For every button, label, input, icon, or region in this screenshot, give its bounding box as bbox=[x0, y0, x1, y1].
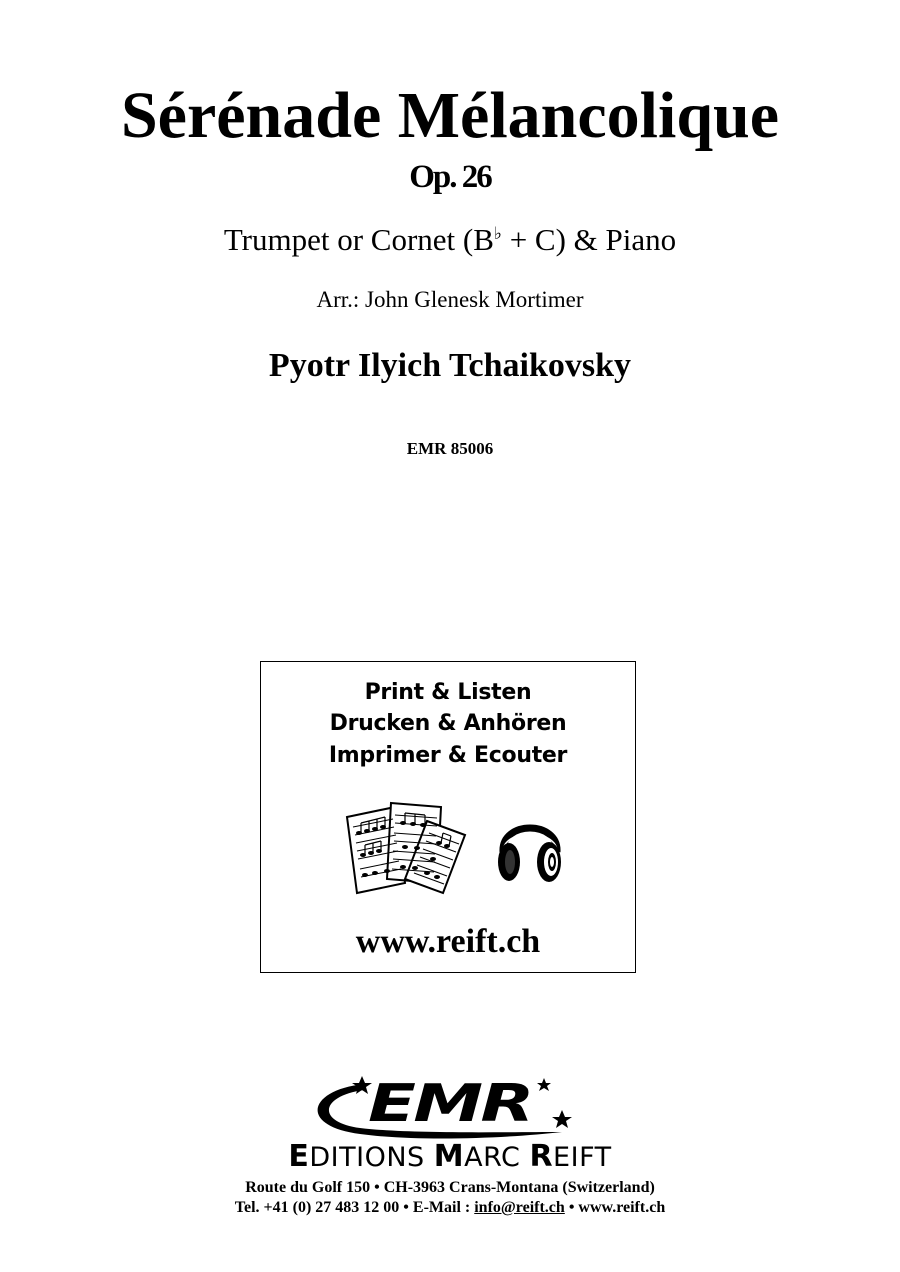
headphones-icon bbox=[495, 806, 565, 884]
arranger: Arr.: John Glenesk Mortimer bbox=[316, 287, 584, 312]
instrumentation-pre: Trumpet or Cornet (B bbox=[223, 222, 494, 257]
contact-website: • www.reift.ch bbox=[564, 1199, 666, 1216]
star-icon bbox=[552, 1110, 572, 1128]
opus-number: Op. 26 bbox=[409, 159, 491, 195]
star-icon bbox=[537, 1078, 551, 1091]
email-link[interactable]: info@reift.ch bbox=[474, 1199, 565, 1216]
instrumentation bbox=[0, 221, 900, 259]
sheet-music-icon bbox=[343, 797, 469, 897]
emr-logo-text: EMR bbox=[368, 1074, 532, 1134]
promo-line-french: Imprimer & Ecouter bbox=[328, 743, 568, 768]
promo-line-english: Print & Listen bbox=[364, 680, 532, 705]
composer: Pyotr Ilyich Tchaikovsky bbox=[268, 347, 632, 384]
instrumentation-post: + C) & Piano bbox=[501, 222, 677, 257]
publisher-contact bbox=[0, 1198, 900, 1218]
contact-phone: Tel. +41 (0) 27 483 12 00 • E-Mail : bbox=[234, 1199, 475, 1216]
publisher-name: EDITIONS MARC REIFT bbox=[288, 1139, 612, 1174]
website-link[interactable]: www.reift.ch bbox=[355, 923, 541, 960]
publisher-address: Route du Golf 150 • CH-3963 Crans-Montana (Switzerland) bbox=[245, 1179, 655, 1196]
promo-line-german: Drucken & Anhören bbox=[329, 711, 567, 736]
flat-symbol: ♭ bbox=[493, 224, 502, 243]
catalog-number: EMR 85006 bbox=[406, 439, 494, 458]
print-listen-box bbox=[260, 661, 636, 973]
page-title: Sérénade Mélancolique bbox=[120, 79, 780, 152]
